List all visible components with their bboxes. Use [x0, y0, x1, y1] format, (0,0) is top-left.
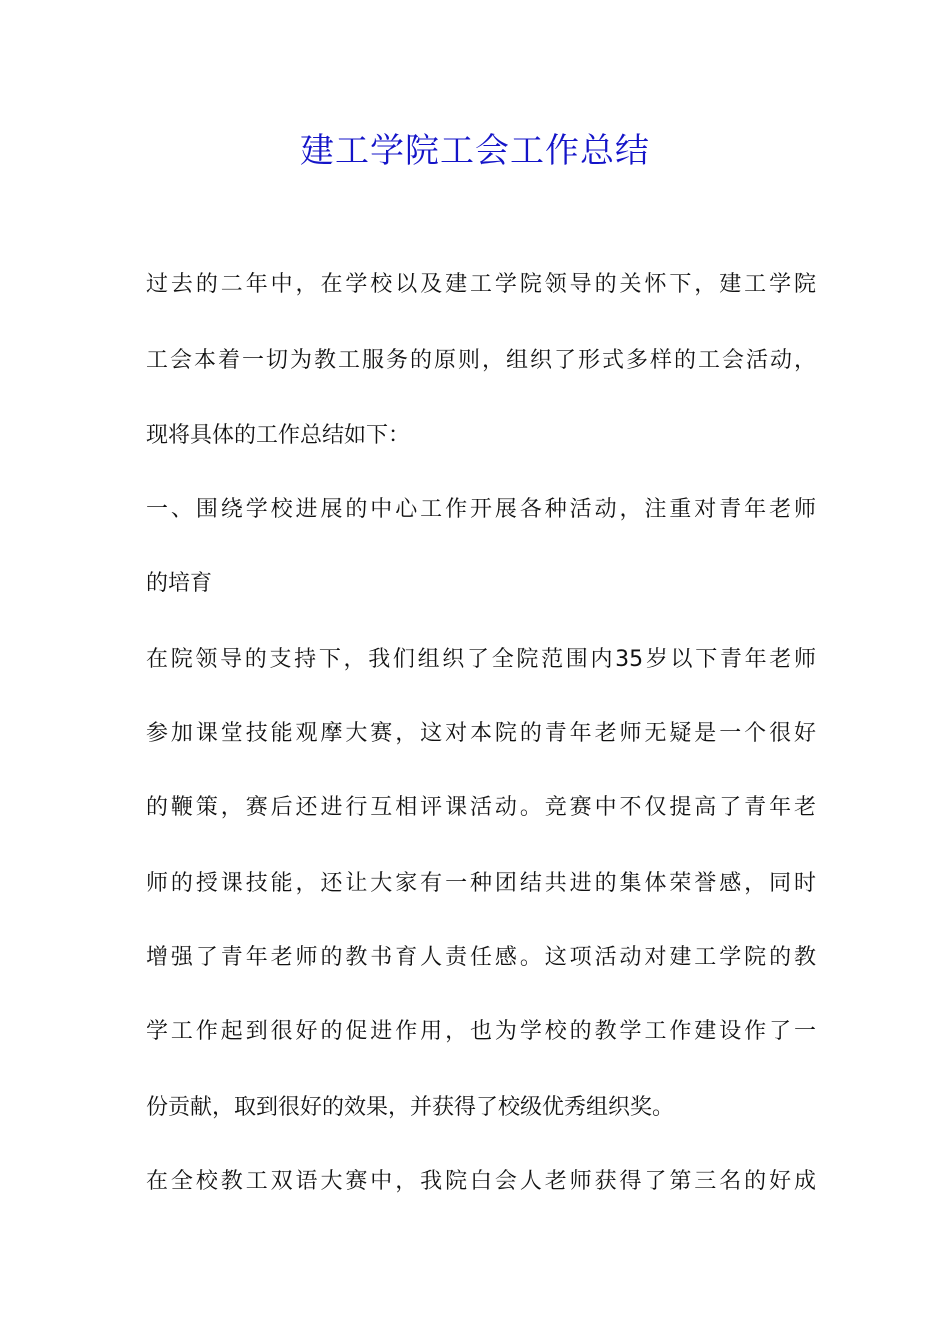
paragraph-line: 工会本着一切为教工服务的原则，组织了形式多样的工会活动，	[146, 348, 816, 373]
document-title: 建工学院工会工作总结	[300, 131, 650, 171]
paragraph-line: 现将具体的工作总结如下：	[146, 423, 411, 448]
paragraph-line: 在全校教工双语大赛中，我院白会人老师获得了第三名的好成	[146, 1169, 816, 1194]
paragraph-line: 过去的二年中，在学校以及建工学院领导的关怀下，建工学院	[146, 272, 816, 297]
section-heading-line: 的培育	[146, 571, 213, 596]
paragraph-line: 份贡献，取到很好的效果，并获得了校级优秀组织奖。	[146, 1095, 675, 1120]
paragraph-line: 师的授课技能，还让大家有一种团结共进的集体荣誉感，同时	[146, 871, 816, 896]
paragraph-line: 增强了青年老师的教书育人责任感。这项活动对建工学院的教	[146, 945, 816, 970]
paragraph-line: 参加课堂技能观摩大赛，这对本院的青年老师无疑是一个很好	[146, 721, 816, 746]
section-heading-line: 一、围绕学校进展的中心工作开展各种活动，注重对青年老师	[146, 497, 816, 522]
paragraph-line: 学工作起到很好的促进作用，也为学校的教学工作建设作了一	[146, 1019, 816, 1044]
paragraph-line: 在院领导的支持下，我们组织了全院范围内35岁以下青年老师	[146, 647, 816, 672]
paragraph-line: 的鞭策，赛后还进行互相评课活动。竞赛中不仅提高了青年老	[146, 795, 816, 820]
